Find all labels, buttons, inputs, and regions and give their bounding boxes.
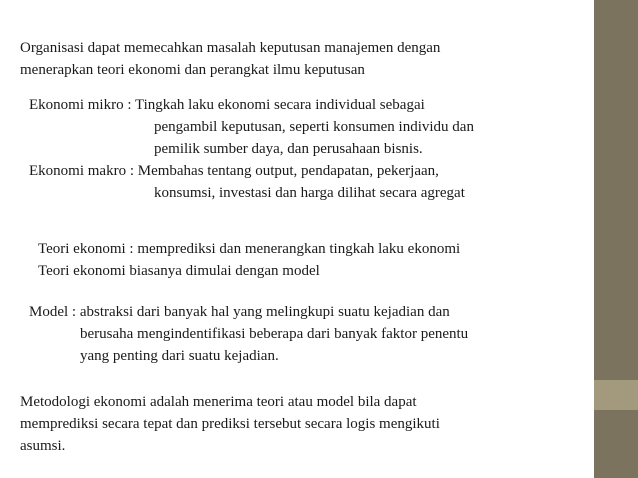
mikro-line-1: Ekonomi mikro : Tingkah laku ekonomi secara individual sebagai <box>29 97 425 113</box>
ekonomi-mikro-definition <box>29 94 474 160</box>
metodologi-line-2: memprediksi secara tepat dan prediksi tersebut secara logis mengikuti <box>20 416 440 432</box>
mikro-line-3: pemilik sumber daya, dan perusahaan bisnis. <box>154 141 423 157</box>
model-line-3: yang penting dari suatu kejadian. <box>80 348 279 364</box>
intro-paragraph <box>20 37 440 81</box>
metodologi-paragraph <box>20 391 440 457</box>
metodologi-line-1: Metodologi ekonomi adalah menerima teori atau model bila dapat <box>20 394 417 410</box>
ekonomi-makro-definition <box>29 160 465 204</box>
teori-line-2: Teori ekonomi biasanya dimulai dengan model <box>38 263 320 279</box>
metodologi-line-3: asumsi. <box>20 438 66 454</box>
intro-line-2: menerapkan teori ekonomi dan perangkat ilmu keputusan <box>20 62 365 78</box>
teori-line-1: Teori ekonomi : memprediksi dan menerangkan tingkah laku ekonomi <box>38 241 461 257</box>
model-definition <box>29 301 468 367</box>
intro-line-1: Organisasi dapat memecahkan masalah keputusan manajemen dengan <box>20 40 441 56</box>
mikro-line-2: pengambil keputusan, seperti konsumen individu dan <box>154 119 474 135</box>
makro-line-1: Ekonomi makro : Membahas tentang output, pendapatan, pekerjaan, <box>29 163 439 179</box>
model-line-2: berusaha mengindentifikasi beberapa dari banyak faktor penentu <box>80 326 469 342</box>
model-line-1: Model : abstraksi dari banyak hal yang melingkupi suatu kejadian dan <box>29 304 450 320</box>
sidebar-accent-block <box>594 380 638 410</box>
teori-ekonomi-paragraph <box>38 238 460 282</box>
makro-line-2: konsumsi, investasi dan harga dilihat secara agregat <box>154 185 465 201</box>
